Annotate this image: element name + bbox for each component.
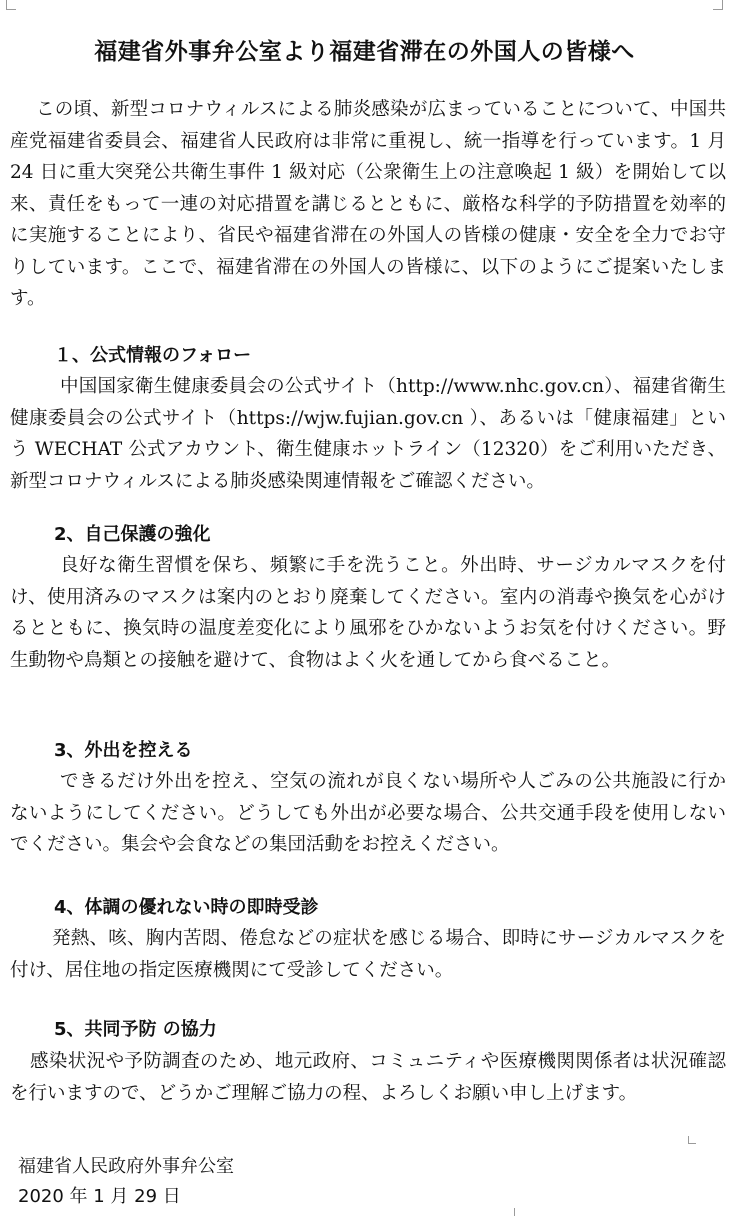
corner-crop-mark	[713, 0, 723, 10]
corner-crop-mark	[6, 0, 16, 10]
signature-date: 2020 年 1 月 29 日	[18, 1186, 181, 1207]
page-edge-mark	[514, 1208, 515, 1216]
section-heading-5: 5、共同予防 の協力	[54, 1019, 217, 1040]
signature-office: 福建省人民政府外事弁公室	[18, 1156, 234, 1177]
section-heading-4: 4、体調の優れない時の即時受診	[54, 897, 319, 918]
section-body-4: 発熱、咳、胸内苦悶、倦怠などの症状を感じる場合、即時にサージカルマスクを付け、居住地の指定医療機関にて受診してください。	[10, 928, 726, 981]
section-heading-1: １、公式情報のフォロー	[54, 345, 252, 366]
intro-paragraph: この頃、新型コロナウィルスによる肺炎感染が広まっていることについて、中国共産党福建省委員会、福建省人民政府は非常に重視し、統一指導を行っています。1 月 24 日に重大突発公共衛生事件 1 級対応（公衆衛生上の注意喚起 1 級）を開始して以来、責任をもって一連の対応措置を講じるとともに、厳格な科学的予防措置を効率的に実施することにより、省民や福建省滞在の外国人の皆様の健康・安全を全力でお守りしています。ここで、福建省滞在の外国人の皆様に、以下のようにご提案いたします。	[10, 99, 726, 309]
section-body-1: 中国国家衛生健康委員会の公式サイト（http://www.nhc.gov.cn）、福建省衛生健康委員会の公式サイト（https://wjw.fujian.gov.cn ）、あるいは「健康福建」という WECHAT 公式アカウント、衛生健康ホットライン（12320）をご利用いただき、新型コロナウィルスによる肺炎感染関連情報をご確認ください。	[10, 376, 726, 492]
document-title: 福建省外事弁公室より福建省滞在の外国人の皆様へ	[94, 39, 635, 66]
section-body-2: 良好な衛生習慣を保ち、頻繁に手を洗うこと。外出時、サージカルマスクを付け、使用済みのマスクは案内のとおり廃棄してください。室内の消毒や換気を心がけるとともに、換気時の温度差変化により風邪をひかないようお気を付けください。野生動物や鳥類との接触を避けて、食物はよく火を通してから食べること。	[10, 555, 726, 671]
paragraph-mark	[688, 1136, 696, 1144]
section-body-3: できるだけ外出を控え、空気の流れが良くない場所や人ごみの公共施設に行かないようにしてください。どうしても外出が必要な場合、公共交通手段を使用しないでください。集会や会食などの集団活動をお控えください。	[10, 771, 726, 855]
section-body-5: 感染状況や予防調査のため、地元政府、コミュニティや医療機関関係者は状況確認を行いますので、どうかご理解ご協力の程、よろしくお願い申し上げます。	[10, 1051, 726, 1104]
section-heading-3: 3、外出を控える	[54, 740, 193, 761]
section-heading-2: 2、自己保護の強化	[54, 524, 211, 545]
